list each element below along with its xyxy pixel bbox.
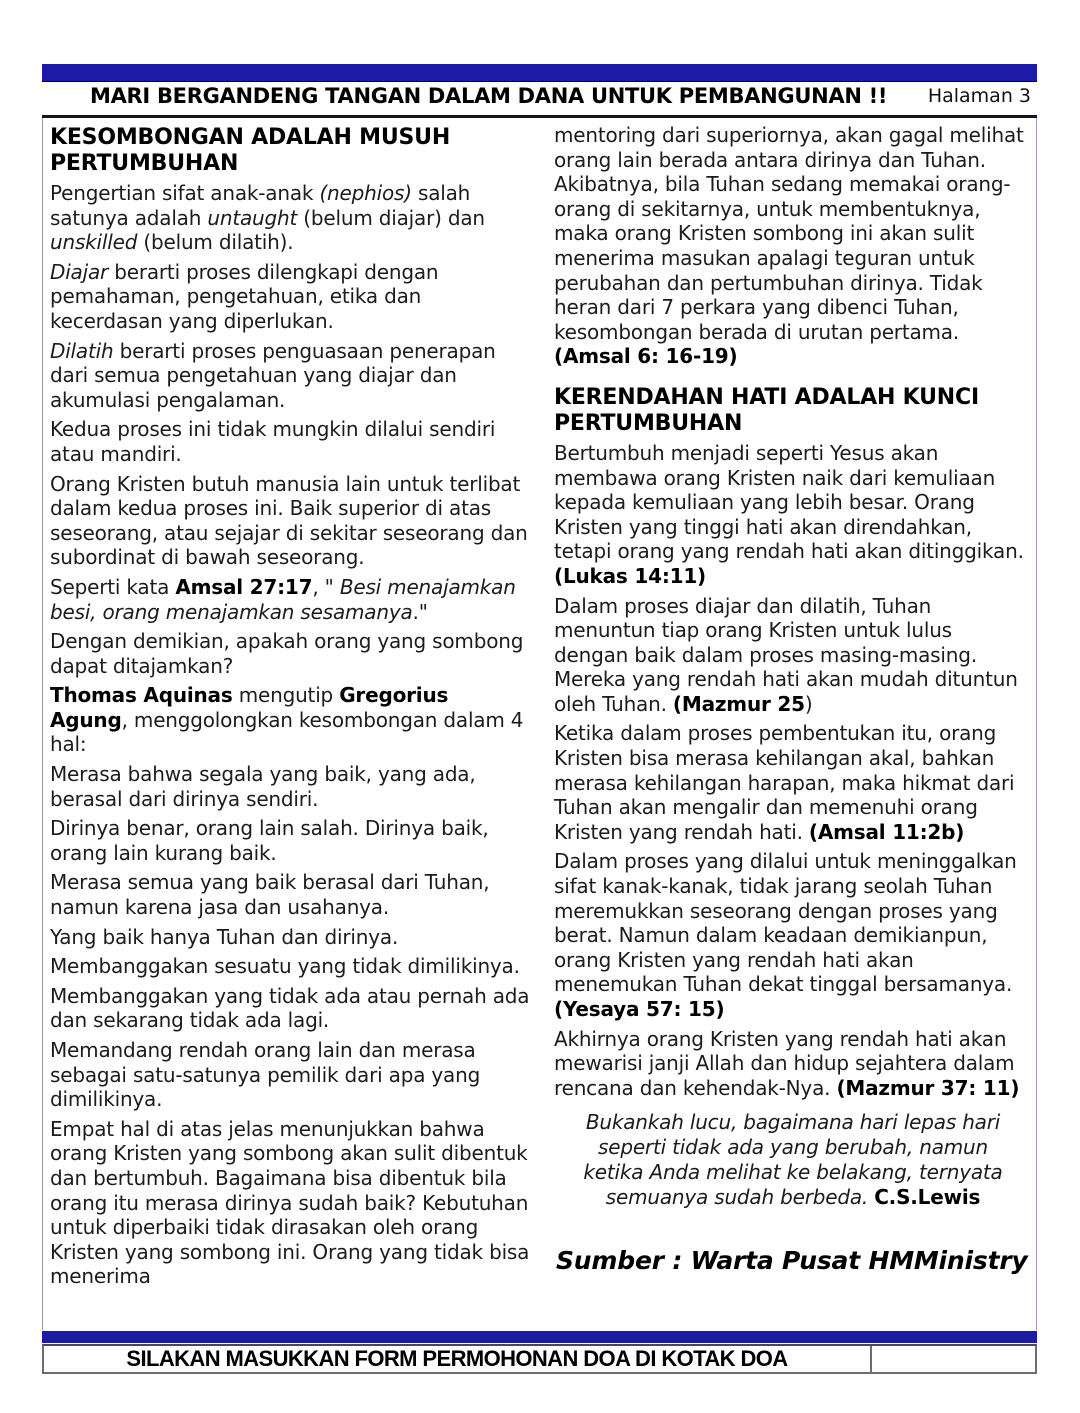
text-segment: Thomas Aquinas (50, 683, 233, 708)
text-segment: (nephios) (319, 181, 412, 205)
para-block (50, 575, 532, 624)
text-segment: Memandang rendah orang lain dan merasa sebagai satu-satunya pemilik dari apa yang dimilikinya. (50, 1038, 481, 1112)
para-block (50, 417, 532, 466)
para-block (50, 339, 532, 413)
text-segment: Ketika dalam proses pembentukan itu, orang Kristen bisa merasa kehilangan akal, bahkan merasa kehilangan harapan, maka hikmat dari Tuhan akan mengalir dan memenuhi orang Kristen yang rendah hati. (554, 721, 1015, 844)
para-block (50, 472, 532, 570)
para-block (50, 683, 532, 757)
text-segment: (Amsal 11:2b) (808, 819, 965, 844)
text-segment: (belum dilatih). (137, 230, 294, 255)
text-segment: Empat hal di atas jelas menunjukkan bahwa orang Kristen yang sombong akan sulit dibentuk dan bertumbuh. Bagaimana bisa dibentuk bila orang itu merasa dirinya sudah baik? Kebutuhan untuk diperbaiki tidak dirasakan oleh orang Kristen yang sombong ini. Orang yang tidak bisa menerima (50, 1116, 530, 1289)
text-segment: Dengan demikian, apakah orang yang sombong dapat ditajamkan? (50, 629, 524, 678)
text-segment: (belum diajar) dan (297, 205, 485, 230)
page-title: MARI BERGANDENG TANGAN DALAM DANA UNTUK PEMBANGUNAN !! (90, 84, 888, 108)
section-heading (50, 125, 532, 177)
para-block (50, 762, 532, 811)
text-segment: Amsal 27:17 (175, 574, 313, 599)
top-accent-bar (42, 64, 1037, 82)
text-segment: (Amsal 6: 16-19) (554, 344, 738, 369)
text-segment: unskilled (50, 230, 138, 255)
para-block (554, 123, 1032, 369)
para-block (50, 984, 532, 1033)
text-segment: Gregorius Agung (50, 683, 449, 732)
text-segment: Besi menajamkan besi, orang menajamkan sesamanya (50, 574, 516, 624)
text-segment: mentoring dari superiornya, akan gagal melihat orang lain berada antara dirinya dan Tuhan. Akibatnya, bila Tuhan sedang memakai orang-orang di sekitarnya, untuk membentuknya, maka orang Kristen sombong ini akan sulit menerima masukan apalagi teguran untuk perubahan dan pertumbuhan dirinya. Tidak heran dari 7 perkara yang dibenci Tuhan, kesombongan berada di urutan pertama. (554, 123, 1024, 344)
text-segment: C.S.Lewis (874, 1185, 981, 1210)
para-block (50, 260, 532, 334)
para-block (50, 954, 532, 979)
para-block (50, 1117, 532, 1289)
text-segment: Orang Kristen butuh manusia lain untuk terlibat dalam kedua proses ini. Baik superior di atas seseorang, atau sejajar di sekitar seseorang dan subordinat di bawah seseorang. (50, 471, 528, 570)
text-segment: Dalam proses diajar dan dilatih, Tuhan menuntun tiap orang Kristen untuk lulus dengan baik dalam proses masing-masing. Mereka yang rendah hati akan mudah dituntun oleh Tuhan. (554, 593, 1018, 716)
text-segment: KERENDAHAN HATI ADALAH KUNCI PERTUMBUHAN (554, 384, 979, 436)
text-segment: Membanggakan yang tidak ada atau pernah ada dan sekarang tidak ada lagi. (50, 983, 530, 1033)
text-segment: Diajar (50, 259, 109, 284)
para-block (50, 629, 532, 678)
text-segment: KESOMBONGAN ADALAH MUSUH PERTUMBUHAN (50, 125, 451, 176)
text-segment: (Mazmur 37: 11) (836, 1075, 1020, 1100)
text-segment: Akhirnya orang Kristen yang rendah hati akan mewarisi janji Allah dan hidup sejahtera dalam rencana dan kehendak-Nya. (554, 1026, 1015, 1100)
text-segment: Dirinya benar, orang lain salah. Dirinya baik, orang lain kurang baik. (50, 816, 489, 865)
text-segment: Dalam proses yang dilalui untuk meninggalkan sifat kanak-kanak, tidak jarang seolah Tuhan meremukkan seseorang dengan proses yang berat. Namun dalam keadaan demikianpun, orang Kristen yang rendah hati akan menemukan Tuhan dekat tinggal bersamanya. (554, 849, 1017, 997)
para-block (50, 870, 532, 919)
right-column (540, 118, 1036, 1330)
text-segment: Seperti kata (50, 574, 176, 599)
text-segment: berarti proses penguasaan penerapan dari semua pengetahuan yang diajar dan akumulasi pengalaman. (50, 338, 496, 412)
text-segment: Dilatih (50, 338, 114, 363)
text-segment: Yang baik hanya Tuhan dan dirinya. (50, 924, 399, 949)
source-block (556, 1246, 1032, 1275)
footer-accent-bar (42, 1331, 1037, 1343)
para-block (50, 816, 532, 865)
para-block (554, 594, 1032, 717)
page-number-label: Halaman 3 (927, 85, 1031, 107)
para-block (50, 925, 532, 950)
text-segment: untaught (207, 205, 298, 230)
footer-notice-text: SILAKAN MASUKKAN FORM PERMOHONAN DOA DI KOTAK DOA (126, 1346, 788, 1371)
para-block (554, 441, 1032, 589)
text-segment: (Lukas 14:11) (554, 563, 706, 588)
section-heading (554, 385, 1032, 437)
footer-notice-box (42, 1344, 1037, 1374)
text-segment: Bukankah lucu, bagaimana hari lepas hari seperti tidak ada yang berubah, namun ketika Anda melihat ke belakang, ternyata semuanya sudah berbeda. (583, 1110, 1003, 1210)
text-segment: (Yesaya 57: 15) (554, 997, 725, 1021)
text-segment: Pengertian sifat anak-anak (50, 181, 320, 205)
page-header (42, 84, 1037, 114)
text-segment: Sumber : Warta Pusat HMMinistry (556, 1246, 1028, 1276)
para-block (554, 721, 1032, 844)
article-body (42, 118, 1037, 1330)
left-column (43, 118, 540, 1330)
footer-empty-cell (870, 1346, 1035, 1372)
para-block (554, 1027, 1032, 1101)
text-segment: ) (804, 691, 813, 716)
text-segment: Merasa semua yang baik berasal dari Tuhan, namun karena jasa dan usahanya. (50, 870, 490, 920)
text-segment: , " (312, 574, 340, 599)
para-block (554, 849, 1032, 1021)
text-segment: mengutip (232, 683, 340, 708)
text-segment: Membanggakan sesuatu yang tidak dimilikinya. (50, 954, 520, 979)
text-segment: , menggolongkan kesombongan dalam 4 hal: (50, 707, 524, 757)
text-segment: salah satunya adalah (50, 181, 471, 230)
text-segment: Kedua proses ini tidak mungkin dilalui sendiri atau mandiri. (50, 417, 496, 466)
para-block (50, 1038, 532, 1112)
text-segment: Bertumbuh menjadi seperti Yesus akan membawa orang Kristen naik dari kemuliaan kepada kemuliaan yang lebih besar. Orang Kristen yang tinggi hati akan direndahkan, tetapi orang yang rendah hati akan ditinggikan. (554, 440, 1024, 564)
text-segment: (Mazmur 25 (672, 691, 805, 716)
text-segment: Merasa bahwa segala yang baik, yang ada, berasal dari dirinya sendiri. (50, 762, 476, 811)
text-segment: ." (412, 599, 428, 624)
text-segment: berarti proses dilengkapi dengan pemahaman, pengetahuan, etika dan kecerdasan yang diperlukan. (50, 259, 439, 333)
para-block (50, 181, 532, 255)
quote-block (568, 1110, 1018, 1210)
